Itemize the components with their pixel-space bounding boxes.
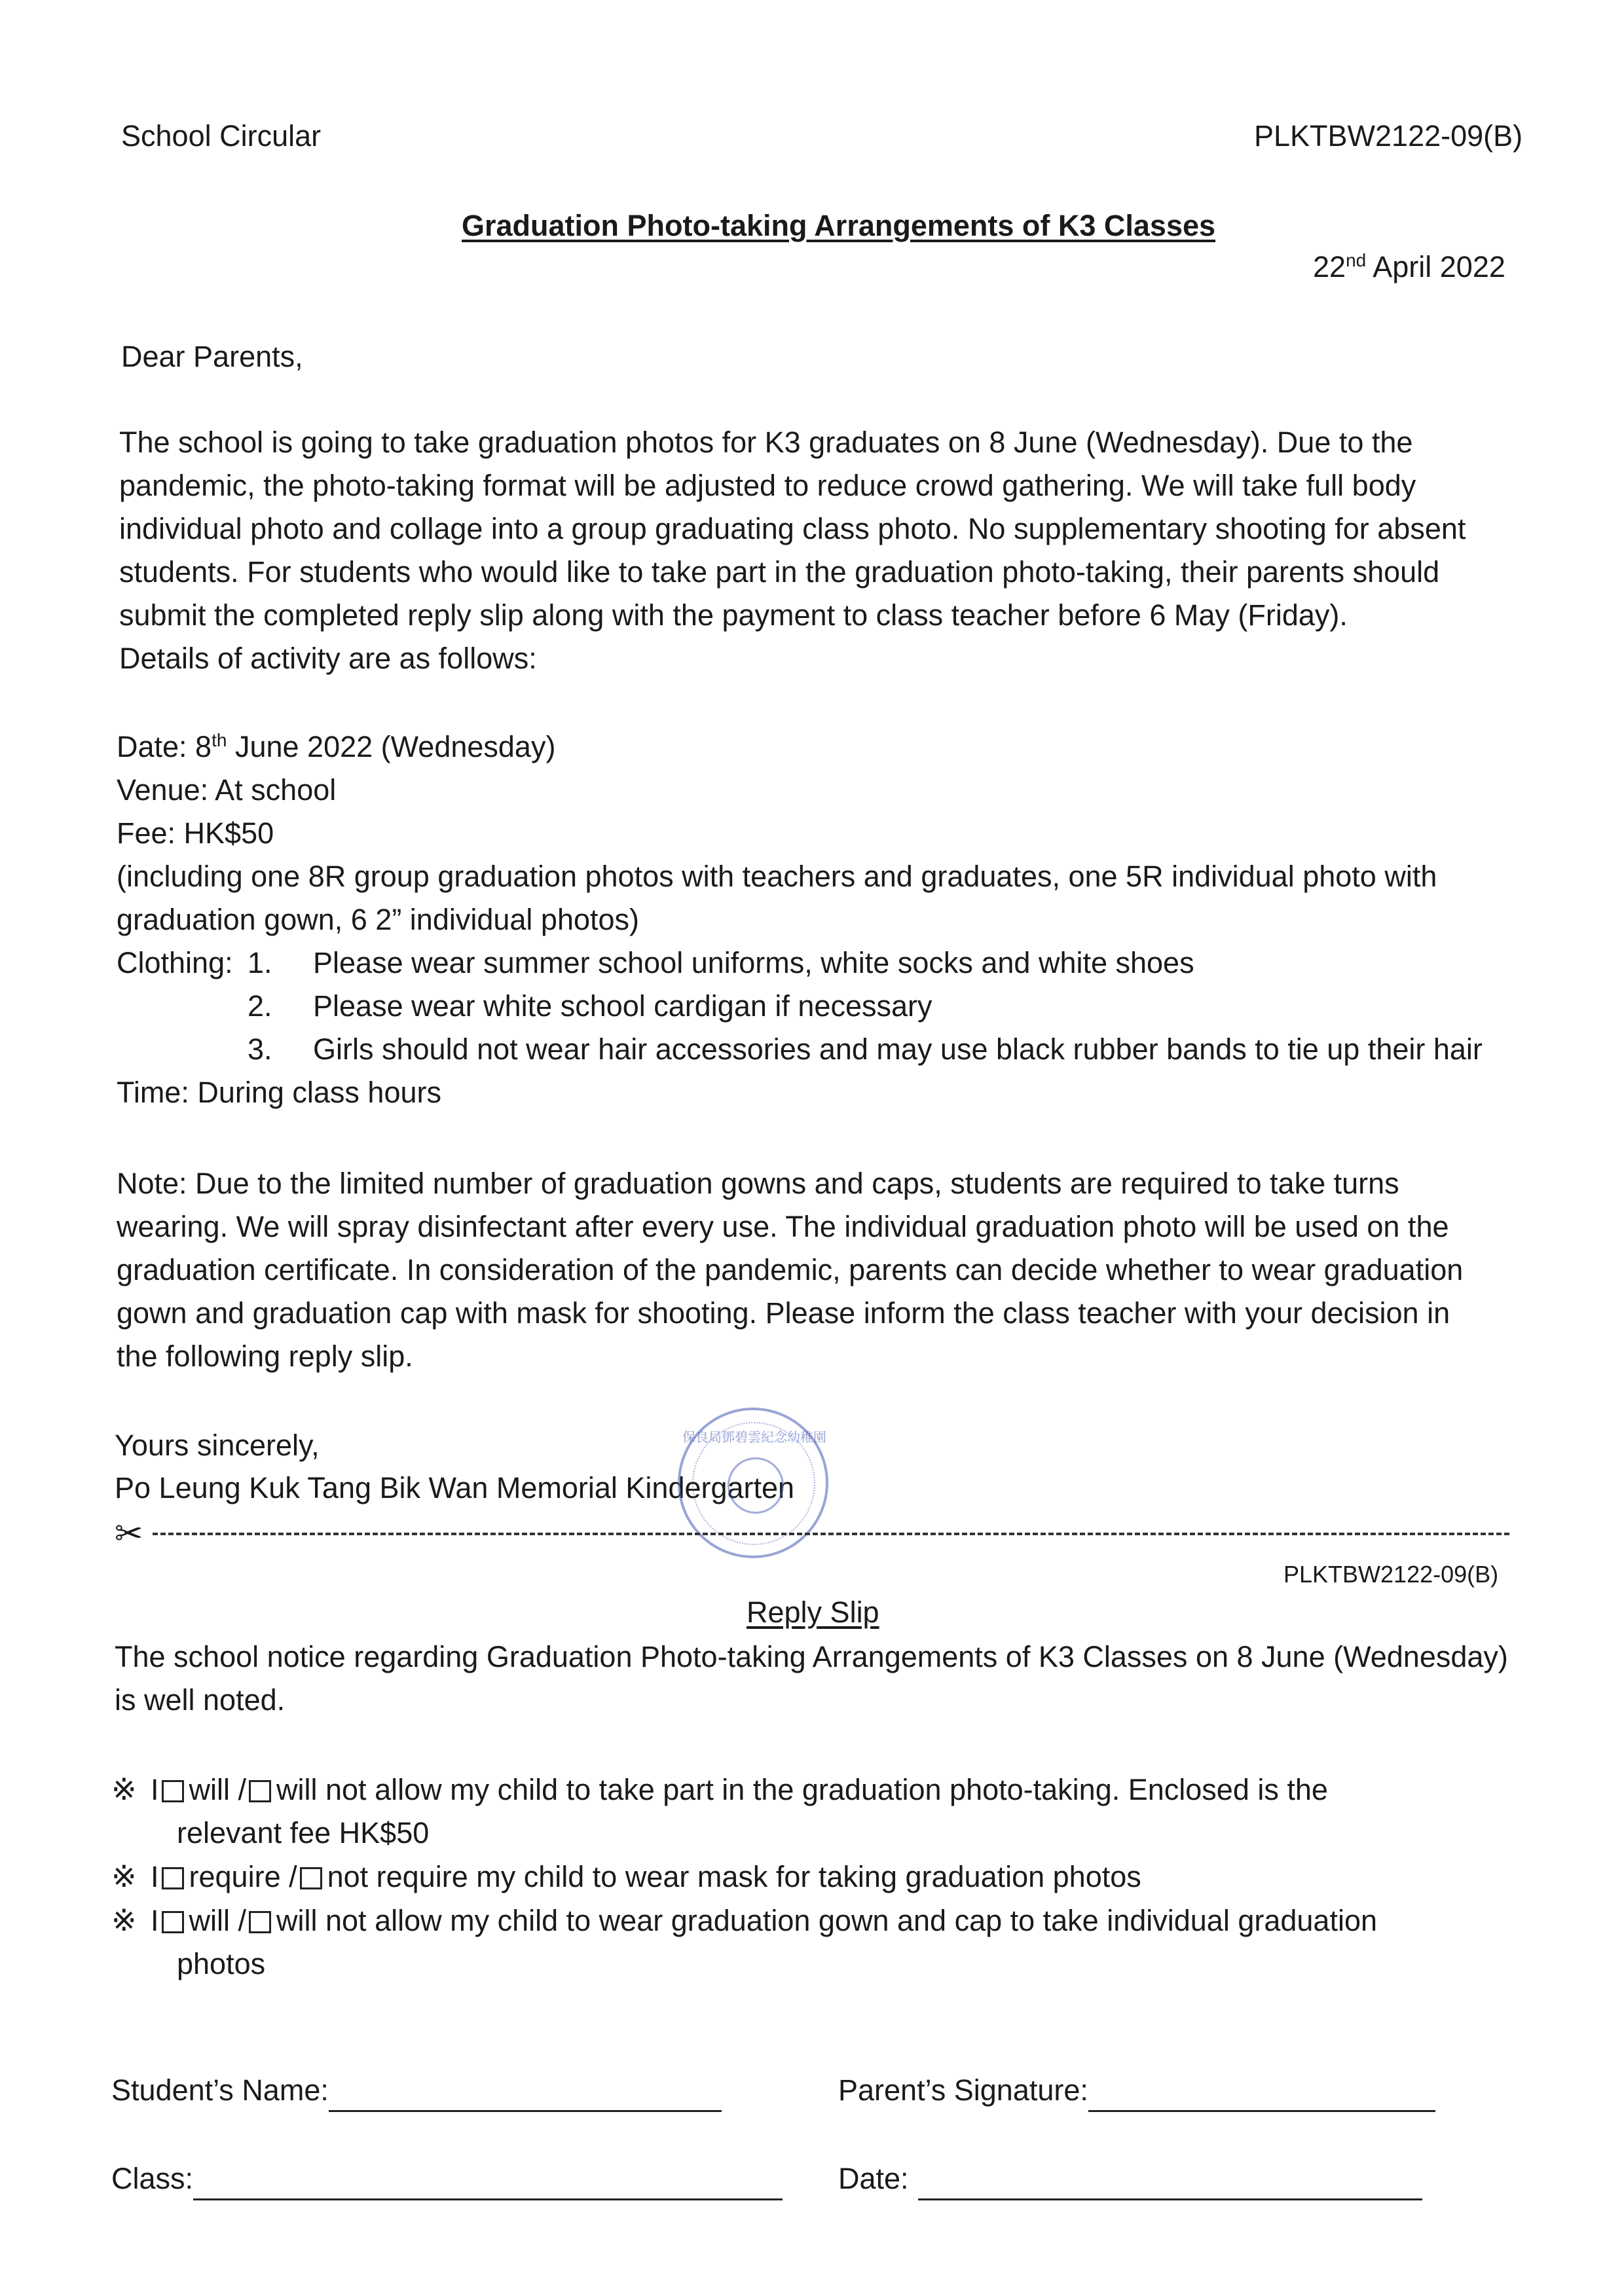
gown-will-not-checkbox[interactable]	[249, 1911, 271, 1933]
option-prefix: I	[151, 1904, 159, 1937]
reply-notice-line: The school notice regarding Graduation Photo-taking Arrangements of K3 Classes on 8 June (Wednesday)	[115, 1640, 1508, 1673]
not-require-mask-checkbox[interactable]	[300, 1867, 322, 1889]
clothing-text: Please wear white school cardigan if necessary	[313, 989, 932, 1023]
reply-notice	[115, 1635, 1522, 1722]
body-line: pandemic, the photo-taking format will be adjusted to reduce crowd gathering. We will take full body	[119, 469, 1416, 502]
clothing-row	[117, 1028, 1524, 1071]
letter-date-suffix: nd	[1346, 250, 1367, 270]
gown-will-checkbox[interactable]	[162, 1911, 184, 1933]
note-line: the following reply slip.	[117, 1339, 413, 1373]
class-field[interactable]	[193, 2166, 783, 2200]
detail-date-label: Date: 8	[117, 730, 212, 763]
reply-option-continuation: relevant fee HK$50	[177, 1816, 430, 1850]
parent-signature-label: Parent’s Signature:	[838, 2073, 1088, 2107]
option-prefix: I	[151, 1860, 159, 1893]
body-line: Details of activity are as follows:	[119, 642, 537, 675]
date-row	[838, 2157, 1422, 2200]
detail-fee-description: graduation gown, 6 2” individual photos)	[117, 903, 640, 936]
note-line: wearing. We will spray disinfectant after every use. The individual graduation photo will be used on the	[117, 1210, 1449, 1243]
closing: Yours sincerely,	[115, 1429, 320, 1462]
date-label: Date:	[838, 2162, 909, 2195]
body-line: submit the completed reply slip along with the payment to class teacher before 6 May (Friday).	[119, 598, 1348, 632]
body-line: The school is going to take graduation photos for K3 graduates on 8 June (Wednesday). Due to the	[119, 426, 1413, 459]
reply-slip-title: Reply Slip	[747, 1595, 879, 1629]
option-label: will /	[189, 1904, 247, 1937]
detail-venue: Venue: At school	[117, 773, 337, 807]
detail-date-suffix: th	[212, 730, 227, 750]
detail-date	[117, 725, 1524, 769]
clothing-num: 1.	[248, 946, 272, 979]
reply-option	[111, 1899, 1519, 1942]
note-paragraph	[117, 1162, 1524, 1378]
circular-label: School Circular	[121, 119, 322, 153]
letter-body	[119, 421, 1527, 680]
cut-line	[115, 1515, 1509, 1553]
note-line: gown and graduation cap with mask for shooting. Please inform the class teacher with your decision in	[117, 1296, 1450, 1330]
activity-details	[117, 725, 1524, 1114]
scissors-icon: ✂	[115, 1515, 143, 1553]
detail-fee: Fee: HK$50	[117, 816, 274, 850]
reference-mark-icon: ※	[111, 1772, 137, 1806]
clothing-row	[117, 941, 1524, 985]
reference-mark-icon: ※	[111, 1859, 137, 1893]
reply-options	[111, 1768, 1519, 1986]
reference-mark-icon: ※	[111, 1903, 137, 1937]
clothing-num: 2.	[248, 989, 272, 1023]
clothing-row	[117, 985, 1524, 1028]
letter-date	[1313, 246, 1505, 289]
detail-time: Time: During class hours	[117, 1076, 441, 1109]
letter-date-rest: April 2022	[1366, 250, 1505, 283]
note-line: Note: Due to the limited number of graduation gowns and caps, students are required to take turns	[117, 1167, 1399, 1200]
class-label: Class:	[111, 2162, 194, 2195]
student-name-field[interactable]	[329, 2077, 722, 2112]
option-label: require /	[189, 1860, 297, 1893]
class-row	[111, 2157, 783, 2200]
option-prefix: I	[151, 1773, 159, 1806]
will-not-checkbox[interactable]	[249, 1780, 271, 1802]
clothing-text: Please wear summer school uniforms, white socks and white shoes	[313, 946, 1194, 979]
require-mask-checkbox[interactable]	[162, 1867, 184, 1889]
seal-text: 保良局鄧碧雲紀念幼稚園	[682, 1430, 826, 1445]
parent-signature-field[interactable]	[1088, 2077, 1435, 2112]
salutation: Dear Parents,	[121, 340, 303, 373]
option-label: will /	[189, 1773, 247, 1806]
reply-reference-code: PLKTBW2122-09(B)	[1283, 1561, 1499, 1588]
student-name-label: Student’s Name:	[111, 2073, 329, 2107]
dashed-separator	[153, 1533, 1509, 1535]
reference-code: PLKTBW2122-09(B)	[1254, 119, 1523, 153]
seal-center	[728, 1457, 784, 1514]
parent-signature-row	[838, 2069, 1435, 2112]
reply-option	[111, 1768, 1519, 1812]
reply-notice-line: is well noted.	[115, 1683, 286, 1717]
student-name-row	[111, 2069, 722, 2112]
body-line: students. For students who would like to take part in the graduation photo-taking, their parents should	[119, 555, 1440, 589]
detail-fee-description: (including one 8R group graduation photos with teachers and graduates, one 5R individual photo with	[117, 860, 1437, 893]
will-checkbox[interactable]	[162, 1780, 184, 1802]
date-field[interactable]	[918, 2166, 1422, 2200]
letter-date-day: 22	[1313, 250, 1346, 283]
document-title: Graduation Photo-taking Arrangements of K3 Classes	[462, 209, 1216, 242]
option-label: not require my child to wear mask for taking graduation photos	[327, 1860, 1141, 1893]
clothing-label: Clothing:	[117, 946, 233, 979]
detail-date-rest: June 2022 (Wednesday)	[227, 730, 556, 763]
option-label: will not allow my child to take part in the graduation photo-taking. Enclosed is the	[276, 1773, 1328, 1806]
clothing-text: Girls should not wear hair accessories and may use black rubber bands to tie up their hair	[313, 1032, 1483, 1066]
clothing-num: 3.	[248, 1032, 272, 1066]
option-label: will not allow my child to wear graduation gown and cap to take individual graduation	[276, 1904, 1378, 1937]
reply-option-continuation: photos	[177, 1947, 266, 1980]
note-line: graduation certificate. In consideration of the pandemic, parents can decide whether to wear graduation	[117, 1253, 1464, 1286]
signatory: Po Leung Kuk Tang Bik Wan Memorial Kindergarten	[115, 1471, 795, 1504]
body-line: individual photo and collage into a group graduating class photo. No supplementary shooting for absent	[119, 512, 1466, 545]
reply-option	[111, 1855, 1519, 1899]
